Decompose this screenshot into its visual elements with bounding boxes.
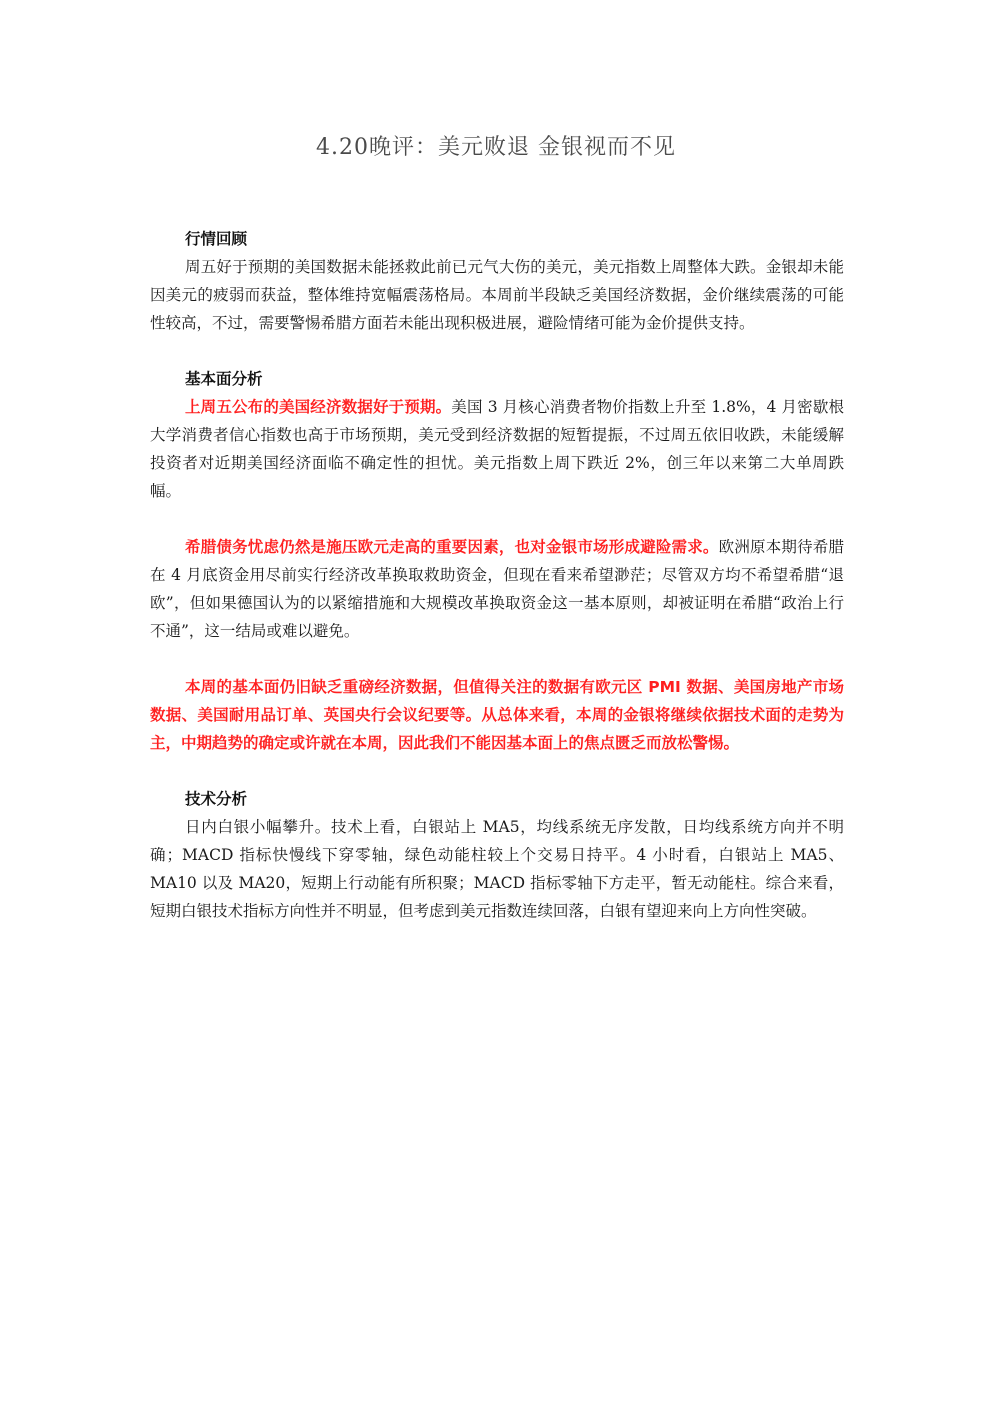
section-heading-review: 行情回顾 [185,230,248,248]
fundamental-paragraph-2 [150,533,844,645]
fundamental-highlight-2: 希腊债务忧虑仍然是施压欧元走高的重要因素，也对金银市场形成避险需求。 [185,538,719,556]
fundamental-paragraph-3: 本周的基本面仍旧缺乏重磅经济数据，但值得关注的数据有欧元区 PMI 数据、美国房地产市场数据、美国耐用品订单、英国央行会议纪要等。从总体来看，本周的金银将继续依据技术面的走势为主，中期趋势的确定或许就在本周，因此我们不能因基本面上的焦点匮乏而放松警惕。 [150,678,844,752]
section-fundamental-analysis [150,365,844,757]
fundamental-paragraph-1 [150,393,844,505]
review-paragraph: 周五好于预期的美国数据未能拯救此前已元气大伤的美元，美元指数上周整体大跌。金银却未能因美元的疲弱而获益，整体维持宽幅震荡格局。本周前半段缺乏美国经济数据，金价继续震荡的可能性较高，不过，需要警惕希腊方面若未能出现积极进展，避险情绪可能为金价提供支持。 [150,258,844,332]
section-technical-analysis [150,785,844,925]
technical-paragraph: 日内白银小幅攀升。技术上看，白银站上 MA5，均线系统无序发散，日均线系统方向并不明确；MACD 指标快慢线下穿零轴，绿色动能柱较上个交易日持平。4 小时看，白银站上 MA5、MA10 以及 MA20，短期上行动能有所积聚；MACD 指标零轴下方走平，暂无动能柱。综合来看，短期白银技术指标方向性并不明显，但考虑到美元指数连续回落，白银有望迎来向上方向性突破。 [150,818,844,920]
section-heading-fundamental: 基本面分析 [185,370,263,388]
document-title: 4.20晚评：美元败退 金银视而不见 [316,135,676,160]
document-body [150,225,844,953]
section-heading-technical: 技术分析 [185,790,248,808]
fundamental-highlight-1: 上周五公布的美国经济数据好于预期。 [185,398,452,416]
fundamental-text-2: 欧洲原本期待希腊在 4 月底资金用尽前实行经济改革换取救助资金，但现在看来希望渺茫；尽管双方均不希望希腊“退欧”，但如果德国认为的以紧缩措施和大规模改革换取资金这一基本原则，却被证明在希腊“政治上行不通”，这一结局或难以避免。 [150,538,844,640]
fundamental-text-1: 美国 3 月核心消费者物价指数上升至 1.8%，4 月密歇根大学消费者信心指数也高于市场预期，美元受到经济数据的短暂提振，不过周五依旧收跌，未能缓解投资者对近期美国经济面临不确定性的担忧。美元指数上周下跌近 2%，创三年以来第二大单周跌幅。 [150,398,844,500]
section-market-review [150,225,844,337]
